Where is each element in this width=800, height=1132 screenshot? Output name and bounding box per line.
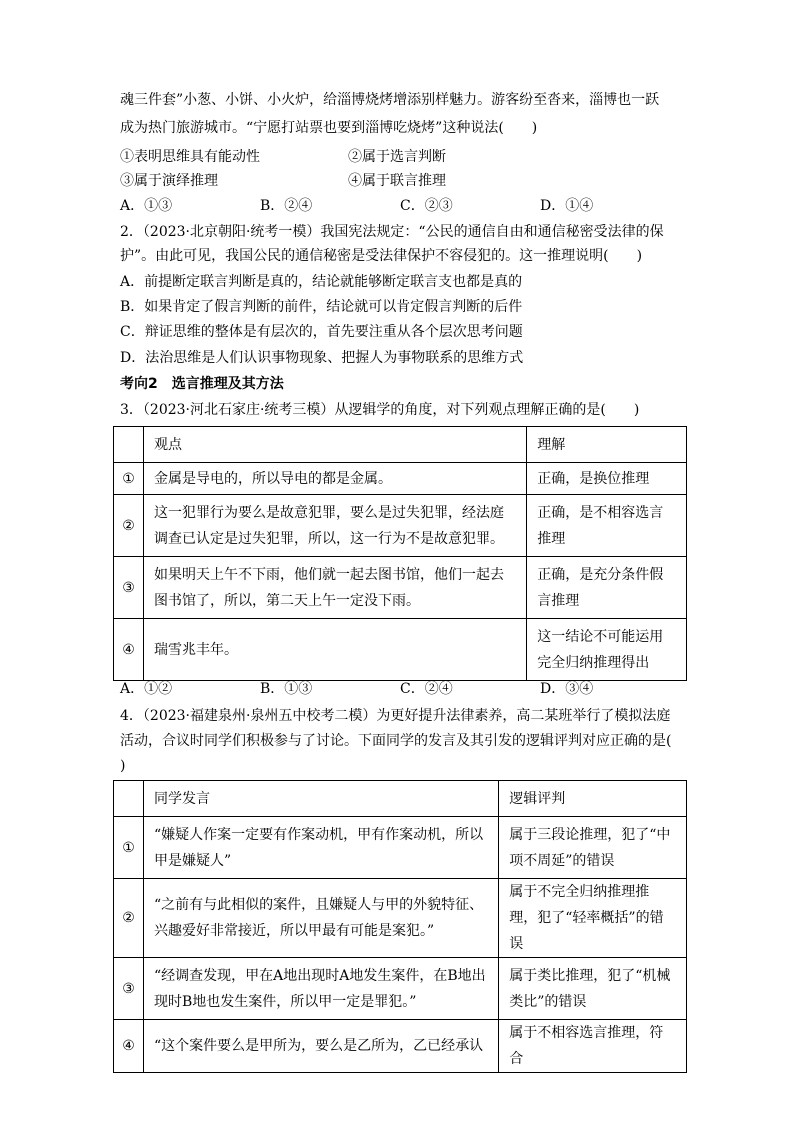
row-num: ②: [114, 879, 144, 958]
row-judge: [527, 557, 687, 619]
table-header-row: [114, 427, 687, 463]
header-judge-cell: 理解: [527, 427, 687, 463]
intro-line-1: 魂三件套”小葱、小饼、小火炉，给淄博烧烤增添别样魅力。游客纷至沓来，淄博也一跃: [120, 92, 660, 108]
table-row: [114, 619, 687, 681]
row-judge-text: 属于类比推理，犯了“机械类比”的错误: [509, 967, 671, 1010]
row-view-text: 瑞雪兆丰年。: [153, 641, 238, 658]
q2-option-c[interactable]: C．辩证思维的整体是有层次的，首先要注重从各个层次思考问题: [120, 324, 523, 340]
table-row: [114, 495, 687, 557]
q2-stem-line-1: 2．（2023·北京朝阳·统考一模）我国宪法规定：“公民的通信自由和通信秘密受法律的保: [120, 224, 664, 240]
statement-4: ④属于联言推理: [348, 173, 446, 189]
q1-option-c[interactable]: C．②③: [400, 198, 453, 214]
header-num-cell: [114, 781, 144, 817]
row-judge-text: 这一结论不可能运用完全归纳推理得出: [537, 628, 664, 671]
q1-option-b[interactable]: B．②④: [260, 198, 313, 214]
q1-option-a[interactable]: A．①③: [120, 198, 173, 214]
row-speech-text: “经调查发现，甲在A地出现时A地发生案件，在B地出现时B地也发生案件，所以甲一定是罪犯。”: [153, 967, 486, 1010]
row-num: ①: [114, 817, 144, 879]
row-num: ④: [114, 619, 144, 681]
row-num: ③: [114, 958, 144, 1020]
q2-option-b[interactable]: B．如果肯定了假言判断的前件，结论就可以肯定假言判断的后件: [120, 299, 523, 315]
row-view: [143, 557, 526, 619]
q2-stem-line-2: 护”。由此可见，我国公民的通信秘密是受法律保护不容侵犯的。这一推理说明( ): [120, 248, 643, 264]
statement-1: ①表明思维具有能动性: [120, 149, 260, 165]
row-judge-text: 属于不相容选言推理，符合: [509, 1025, 664, 1067]
q4-stem-line-2: 活动，合议时同学们积极参与了讨论。下面同学的发言及其引发的逻辑评判对应正确的是(: [120, 733, 672, 749]
row-view-text: 如果明天上午不下雨，他们就一起去图书馆，他们一起去图书馆了，所以，第二天上午一定没下雨。: [153, 566, 504, 609]
row-num: ③: [114, 557, 144, 619]
q4-stem-line-1: 4．（2023·福建泉州·泉州五中校考二模）为更好提升法律素养，高二某班举行了模拟法庭: [120, 708, 671, 724]
statement-2: ②属于选言判断: [348, 149, 446, 165]
row-judge: [499, 817, 687, 879]
row-judge: [499, 1020, 687, 1073]
q2-option-d[interactable]: D．法治思维是人们认识事物现象、把握人为事物联系的思维方式: [120, 350, 524, 366]
row-speech-text: “这个案件要么是甲所为，要么是乙所为，乙已经承认: [153, 1038, 484, 1054]
row-judge-text: 正确，是充分条件假言推理: [537, 566, 664, 609]
header-num-cell: [114, 427, 144, 463]
row-view-text: 金属是导电的，所以导电的都是金属。: [153, 470, 392, 487]
table-row: [114, 817, 687, 879]
row-view-text: 这一犯罪行为要么是故意犯罪，要么是过失犯罪，经法庭调查已认定是过失犯罪，所以，这一行为不是故意犯罪。: [153, 504, 504, 547]
row-judge-text: 正确，是不相容选言推理: [537, 504, 664, 547]
q4-table: [113, 780, 687, 1073]
row-judge: [527, 619, 687, 681]
row-judge-text: 正确，是换位推理: [537, 470, 650, 487]
row-view: [143, 619, 526, 681]
row-judge: [499, 958, 687, 1020]
q1-option-d[interactable]: D．①④: [540, 198, 594, 214]
row-speech: [143, 958, 498, 1020]
row-speech: [143, 1020, 498, 1073]
q2-option-a[interactable]: A．前提断定联言判断是真的，结论就能够断定联言支也都是真的: [120, 274, 523, 290]
q3-stem: 3．（2023·河北石家庄·统考三模）从逻辑学的角度，对下列观点理解正确的是( ): [120, 402, 640, 418]
q4-stem-line-3: ): [120, 758, 126, 774]
row-judge: [499, 879, 687, 958]
table-header-row: [114, 781, 687, 817]
row-judge: [527, 463, 687, 495]
table-row: [114, 463, 687, 495]
table-row: [114, 958, 687, 1020]
row-view: [143, 495, 526, 557]
row-speech-text: “嫌疑人作案一定要有作案动机，甲有作案动机，所以甲是嫌疑人”: [153, 826, 484, 869]
row-speech: [143, 879, 498, 958]
row-num: ④: [114, 1020, 144, 1073]
row-judge: [527, 495, 687, 557]
q3-option-c[interactable]: C．②④: [400, 681, 453, 697]
q3-table: [113, 426, 687, 681]
q3-option-a[interactable]: A．①②: [120, 681, 173, 697]
row-num: ②: [114, 495, 144, 557]
section-heading: 考向2 选言推理及其方法: [120, 376, 284, 392]
row-judge-text: 属于三段论推理，犯了“中项不周延”的错误: [509, 826, 671, 869]
row-speech: [143, 817, 498, 879]
row-judge-text: 属于不完全归纳推理推理，犯了“轻率概括”的错误: [509, 884, 664, 952]
table-row: [114, 557, 687, 619]
table-row: [114, 1020, 687, 1073]
header-view-cell: 观点: [143, 427, 526, 463]
intro-line-2: 成为热门旅游城市。“宁愿打站票也要到淄博吃烧烤”这种说法( ): [120, 120, 538, 136]
header-speech-cell: 同学发言: [143, 781, 498, 817]
q3-option-b[interactable]: B．①③: [260, 681, 313, 697]
q3-option-d[interactable]: D．③④: [540, 681, 594, 697]
row-speech-text: “之前有与此相似的案件，且嫌疑人与甲的外貌特征、兴趣爱好非常接近，所以甲最有可能是案犯。”: [153, 897, 484, 939]
row-view: [143, 463, 526, 495]
table-row: [114, 879, 687, 958]
statement-3: ③属于演绎推理: [120, 173, 218, 189]
row-num: ①: [114, 463, 144, 495]
header-judge-cell: 逻辑评判: [499, 781, 687, 817]
